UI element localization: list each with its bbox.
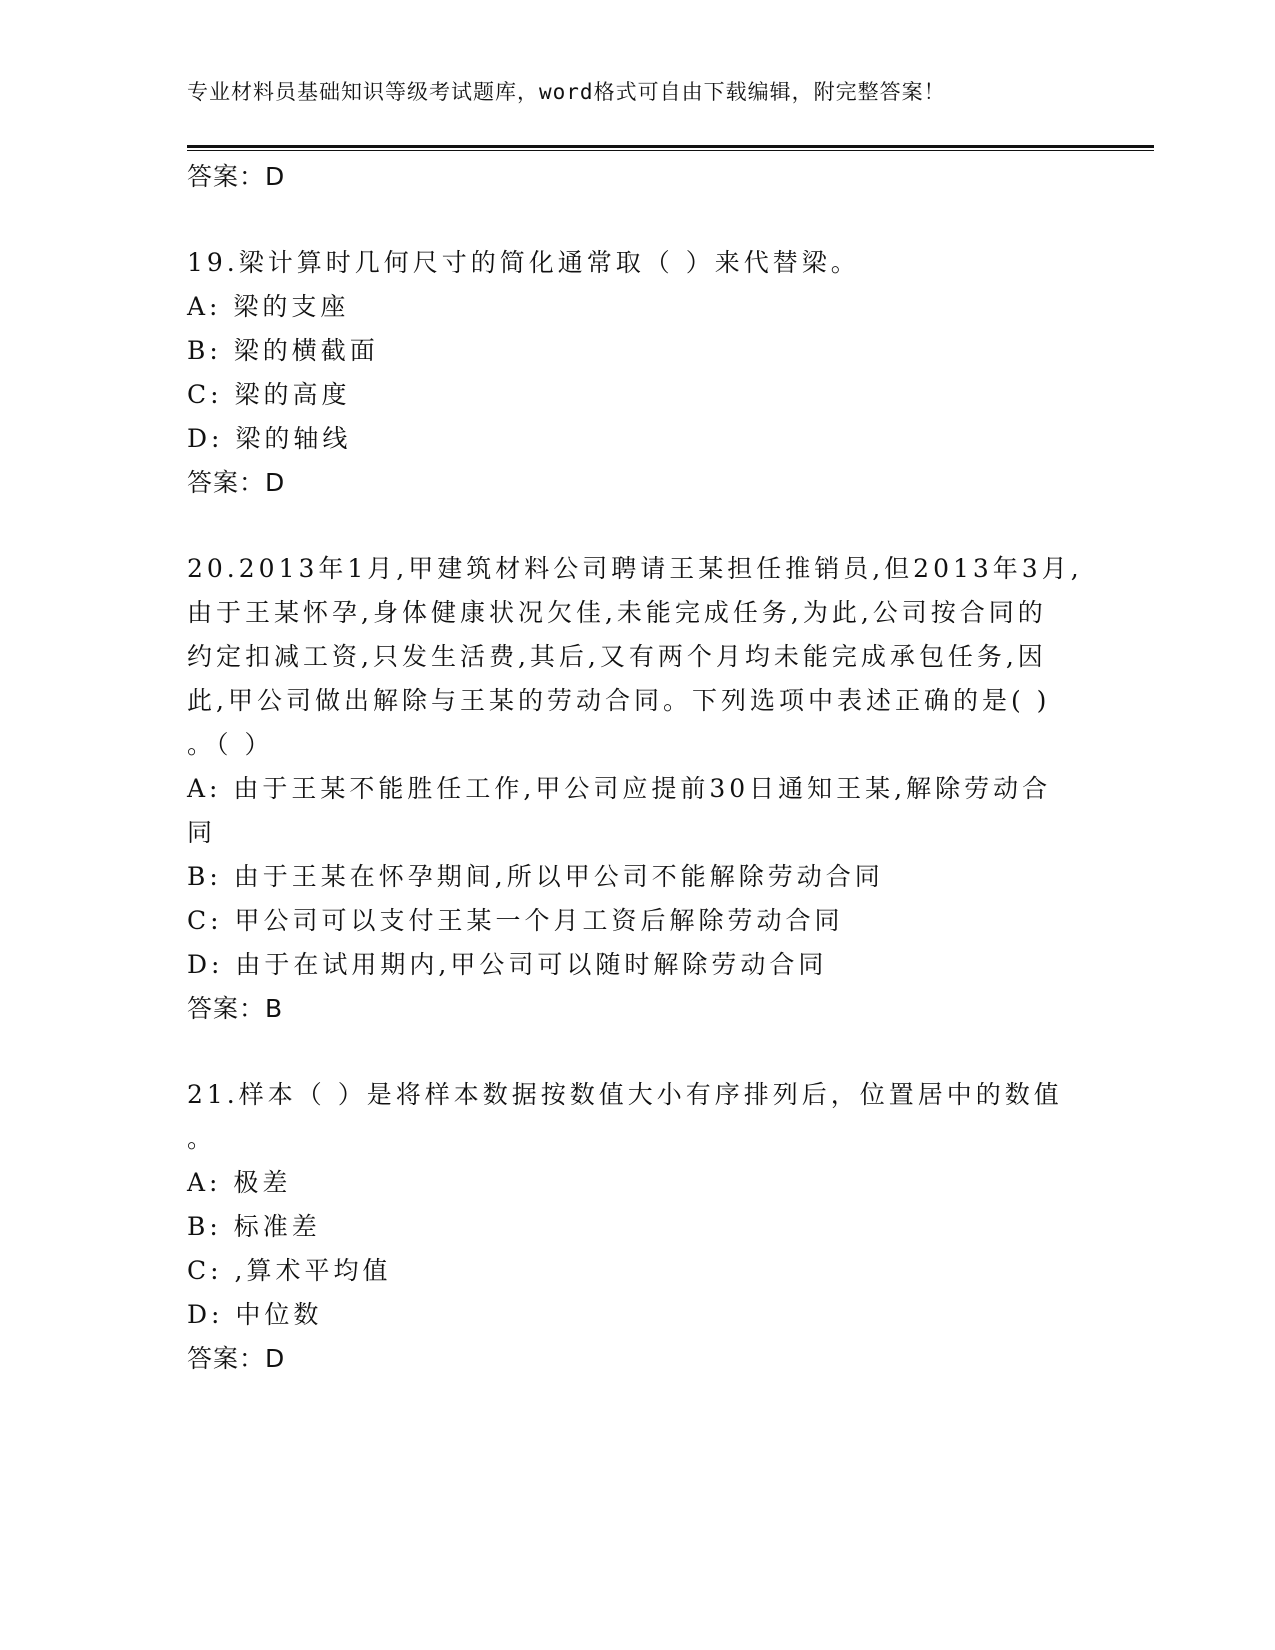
- question-21-option-a: A: 极差: [187, 1168, 292, 1197]
- question-20-option-d: D: 由于在试用期内,甲公司可以随时解除劳动合同: [187, 950, 828, 979]
- question-21-option-b: B: 标准差: [187, 1212, 321, 1241]
- question-20-option-a: A: 由于王某不能胜任工作,甲公司应提前30日通知王某,解除劳动合: [187, 774, 1052, 803]
- question-21-option-c: C: ,算术平均值: [187, 1256, 392, 1285]
- question-19-answer: 答案：D: [187, 468, 286, 497]
- question-20-answer: 答案：B: [187, 994, 284, 1023]
- page-header: 专业材料员基础知识等级考试题库，word格式可自由下载编辑，附完整答案！: [187, 80, 946, 104]
- question-21-option-d: D: 中位数: [187, 1300, 323, 1329]
- header-rule-thin: [187, 150, 1154, 151]
- question-21-stem-line: 。: [187, 1124, 217, 1153]
- question-19-option-c: C: 梁的高度: [187, 380, 351, 409]
- question-19-stem: 19.梁计算时几何尺寸的简化通常取（ ）来代替梁。: [187, 248, 860, 277]
- question-21-answer: 答案：D: [187, 1344, 286, 1373]
- question-19-option-b: B: 梁的横截面: [187, 336, 379, 365]
- question-19-option-d: D: 梁的轴线: [187, 424, 352, 453]
- question-20-stem-line: 由于王某怀孕,身体健康状况欠佳,未能完成任务,为此,公司按合同的: [187, 598, 1047, 627]
- question-20-stem-line: 20.2013年1月,甲建筑材料公司聘请王某担任推销员,但2013年3月,: [187, 554, 1083, 583]
- question-20-option-a-cont: 同: [187, 818, 217, 847]
- question-20-option-c: C: 甲公司可以支付王某一个月工资后解除劳动合同: [187, 906, 844, 935]
- answer-previous: 答案：D: [187, 162, 286, 191]
- question-21-stem-line: 21.样本（ ）是将样本数据按数值大小有序排列后，位置居中的数值: [187, 1080, 1063, 1109]
- question-20-stem-line: 约定扣减工资,只发生活费,其后,又有两个月均未能完成承包任务,因: [187, 642, 1047, 671]
- question-19-option-a: A: 梁的支座: [187, 292, 350, 321]
- question-20-option-b: B: 由于王某在怀孕期间,所以甲公司不能解除劳动合同: [187, 862, 884, 891]
- question-20-stem-line: 此,甲公司做出解除与王某的劳动合同。下列选项中表述正确的是( ): [187, 686, 1051, 715]
- header-rule-thick: [187, 145, 1154, 148]
- question-20-stem-line: 。（ ）: [187, 730, 274, 759]
